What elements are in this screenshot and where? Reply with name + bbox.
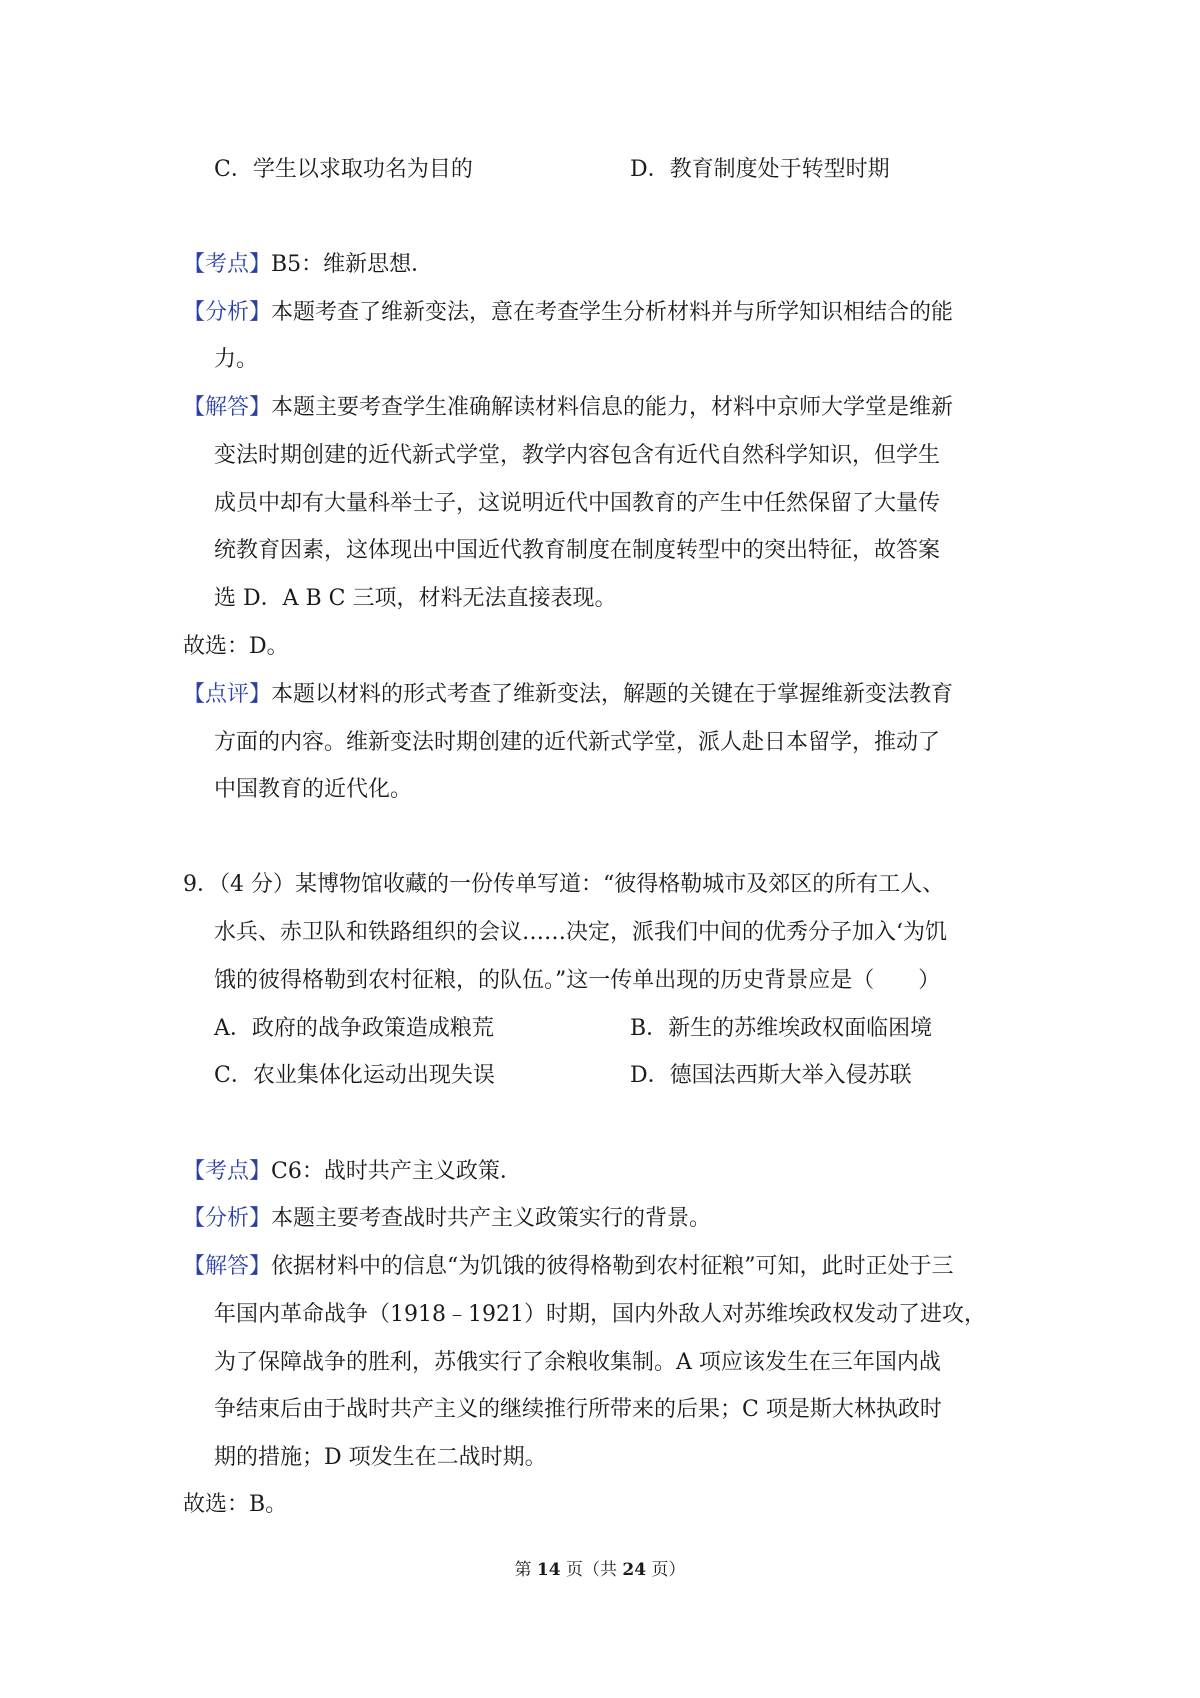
q9-fenxi-line: [183, 1204, 711, 1234]
kaodian-text: B5：维新思想．: [271, 252, 434, 277]
q8-option-c: C．学生以求取功名为目的: [214, 157, 473, 182]
jieda-tag: 【解答】: [183, 395, 272, 420]
kaodian-text: C6：战时共产主义政策．: [271, 1159, 522, 1184]
kaodian-tag: 【考点】: [183, 1159, 272, 1184]
q9-jieda-line-1: [183, 1252, 954, 1282]
fenxi-text: 本题主要考查战时共产主义政策实行的背景。: [271, 1206, 712, 1231]
footer-suffix: 页）: [646, 1560, 686, 1580]
q8-fenxi-line-2: 力。: [214, 347, 259, 372]
fenxi-tag: 【分析】: [183, 300, 272, 325]
q8-dianping-line-1: [183, 680, 953, 710]
q9-stem-line-3: 饿的彼得格勒到农村征粮，的队伍。”这一传单出现的历史背景应是（ ）: [214, 968, 941, 993]
jieda-text: 依据材料中的信息“为饥饿的彼得格勒到农村征粮”可知，此时正处于三: [271, 1254, 954, 1279]
q8-dianping-line-2: 方面的内容。维新变法时期创建的近代新式学堂，派人赴日本留学，推动了: [214, 730, 941, 755]
q9-answer: 故选：B。: [183, 1492, 288, 1517]
dianping-tag: 【点评】: [183, 682, 272, 707]
footer-prefix: 第: [514, 1560, 537, 1580]
fenxi-tag: 【分析】: [183, 1206, 272, 1231]
q9-jieda-line-2: 年国内革命战争（1918﹣1921）时期，国内外敌人对苏维埃政权发动了进攻，: [214, 1302, 986, 1327]
q8-jieda-line-5: 选 D．A B C 三项，材料无法直接表现。: [214, 586, 617, 611]
q9-option-c: C．农业集体化运动出现失误: [214, 1063, 495, 1088]
q8-option-d: D．教育制度处于转型时期: [630, 157, 890, 182]
q9-stem-line-1: 9．（4 分）某博物馆收藏的一份传单写道：“彼得格勒城市及郊区的所有工人、: [183, 872, 945, 897]
jieda-tag: 【解答】: [183, 1254, 272, 1279]
q8-jieda-line-2: 变法时期创建的近代新式学堂，教学内容包含有近代自然科学知识，但学生: [214, 443, 941, 468]
q8-fenxi-line-1: [183, 298, 953, 328]
kaodian-tag: 【考点】: [183, 252, 272, 277]
footer-page-number: 14: [536, 1560, 561, 1580]
q9-jieda-line-3: 为了保障战争的胜利，苏俄实行了余粮收集制。A 项应该发生在三年国内战: [214, 1350, 941, 1375]
q8-jieda-line-1: [183, 393, 953, 423]
footer-total-pages: 24: [622, 1560, 647, 1580]
q9-jieda-line-5: 期的措施；D 项发生在二战时期。: [214, 1445, 547, 1470]
dianping-text: 本题以材料的形式考查了维新变法，解题的关键在于掌握维新变法教育: [271, 682, 954, 707]
page-footer: [0, 1558, 1200, 1582]
footer-middle: 页（共: [560, 1560, 623, 1580]
jieda-text: 本题主要考查学生准确解读材料信息的能力，材料中京师大学堂是维新: [271, 395, 954, 420]
q9-option-a: A．政府的战争政策造成粮荒: [214, 1016, 494, 1041]
q9-jieda-line-4: 争结束后由于战时共产主义的继续推行所带来的后果；C 项是斯大林执政时: [214, 1397, 942, 1422]
q8-kaodian-line: [183, 250, 433, 280]
q9-kaodian-line: [183, 1157, 522, 1187]
q8-answer: 故选：D。: [183, 634, 289, 659]
fenxi-text: 本题考查了维新变法，意在考查学生分析材料并与所学知识相结合的能: [271, 300, 954, 325]
q8-jieda-line-4: 统教育因素，这体现出中国近代教育制度在制度转型中的突出特征，故答案: [214, 538, 941, 563]
q9-stem-line-2: 水兵、赤卫队和铁路组织的会议……决定，派我们中间的优秀分子加入‘为饥: [214, 920, 947, 945]
q8-jieda-line-3: 成员中却有大量科举士子，这说明近代中国教育的产生中任然保留了大量传: [214, 491, 941, 516]
q9-option-b: B．新生的苏维埃政权面临困境: [630, 1016, 933, 1041]
q8-dianping-line-3: 中国教育的近代化。: [214, 777, 413, 802]
q9-option-d: D．德国法西斯大举入侵苏联: [630, 1063, 912, 1088]
